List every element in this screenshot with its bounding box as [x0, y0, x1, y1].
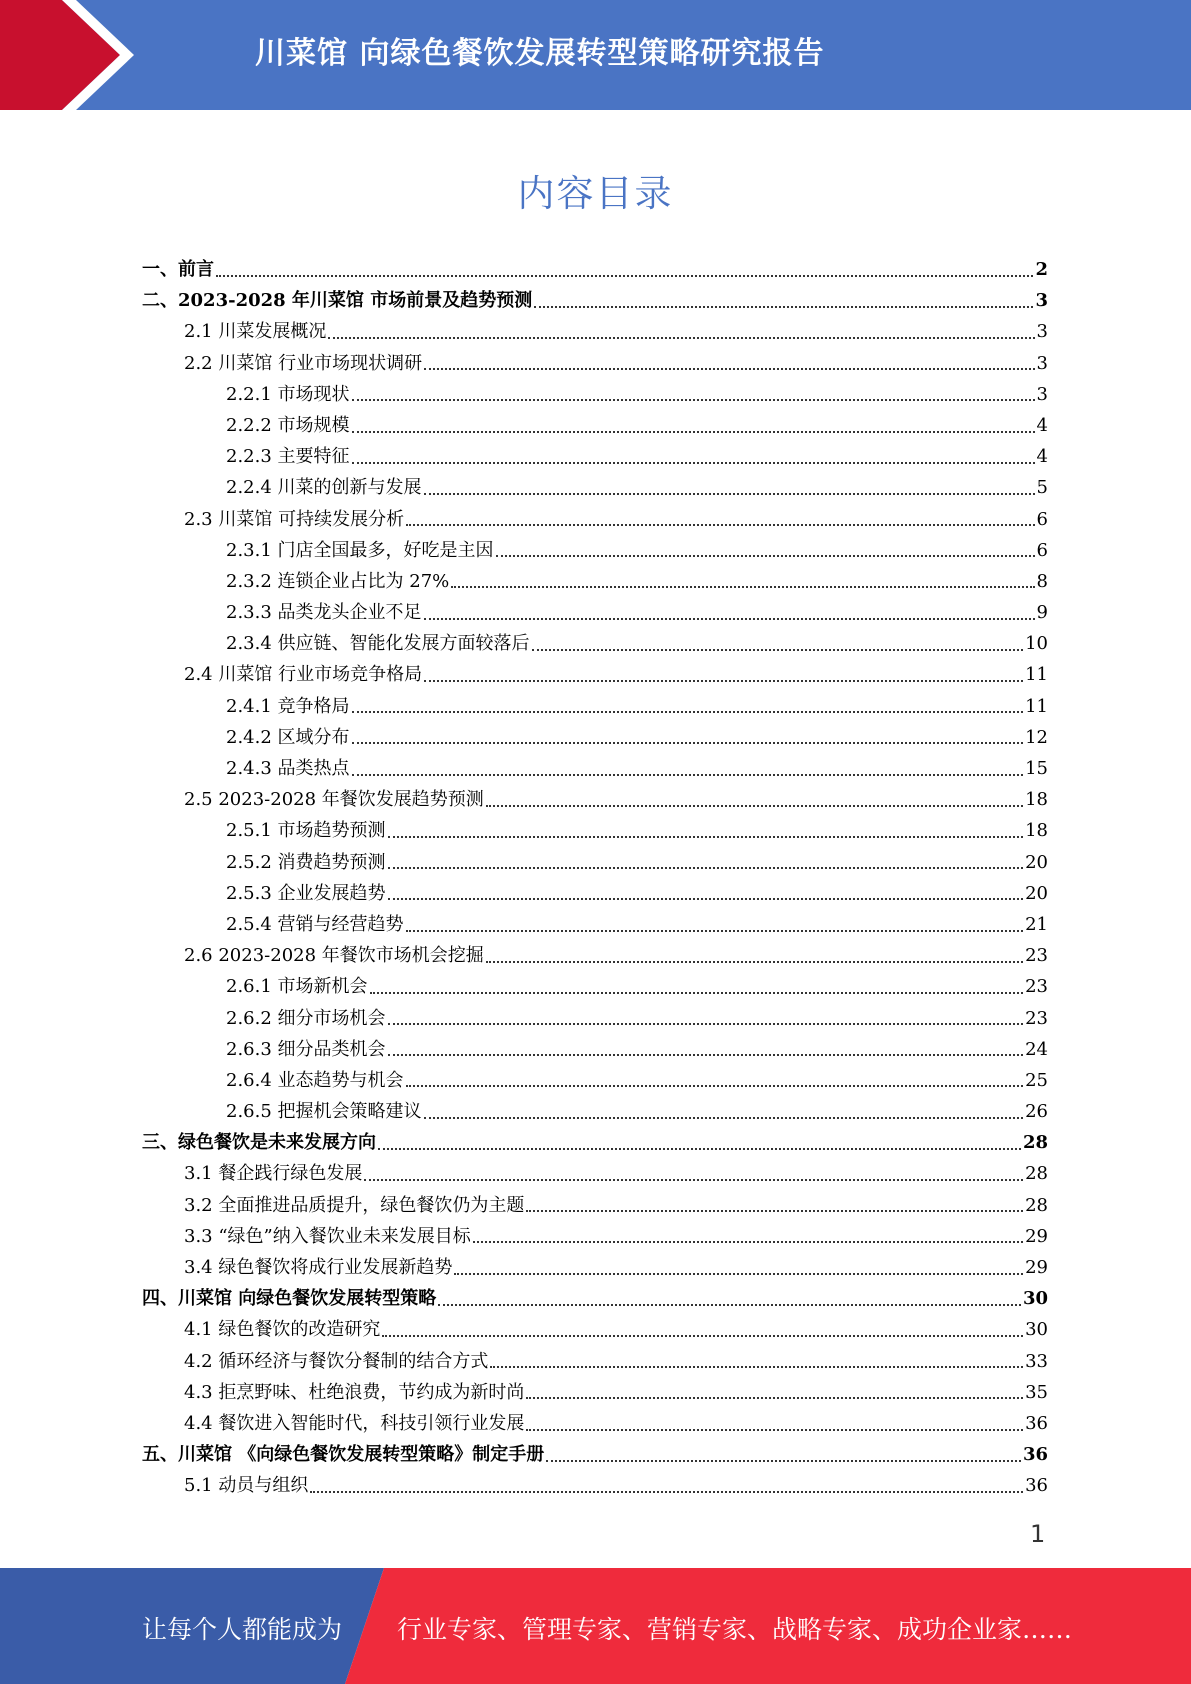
toc-entry-page: 6: [1036, 539, 1048, 561]
toc-dot-leader: [406, 524, 1034, 526]
toc-dot-leader: [388, 1054, 1024, 1056]
toc-entry[interactable]: [142, 909, 1048, 940]
toc-entry-page: 29: [1025, 1257, 1048, 1278]
toc-entry-title: 3.2 全面推进品质提升，绿色餐饮仍为主题: [184, 1194, 525, 1216]
toc-dot-leader: [424, 680, 1023, 682]
toc-entry[interactable]: [142, 379, 1048, 410]
toc-entry-page: 18: [1025, 820, 1048, 842]
toc-entry-page: 23: [1025, 945, 1048, 967]
toc-dot-leader: [451, 586, 1034, 588]
toc-entry[interactable]: [142, 441, 1048, 472]
toc-entry-page: 35: [1025, 1381, 1048, 1403]
toc-entry[interactable]: [142, 535, 1048, 566]
toc-entry-title: 2.3.1 门店全国最多，好吃是主因: [226, 539, 494, 561]
toc-entry-page: 29: [1025, 1225, 1048, 1247]
toc-entry[interactable]: [142, 659, 1048, 690]
toc-entry-title: 2.3.2 连锁企业占比为 27%: [226, 570, 450, 592]
toc-entry-page: 9: [1036, 602, 1048, 624]
toc-dot-leader: [424, 493, 1035, 495]
toc-entry-title: 2.6.5 把握机会策略建议: [226, 1101, 422, 1123]
toc-entry[interactable]: [142, 691, 1048, 722]
toc-entry-page: 20: [1025, 882, 1048, 904]
toc-dot-leader: [364, 1179, 1023, 1181]
footer-slogan-right: 行业专家、管理专家、营销专家、战略专家、成功企业家……: [397, 1615, 1073, 1644]
toc-dot-leader: [424, 618, 1035, 620]
toc-entry-title: 三、绿色餐饮是未来发展方向: [142, 1132, 376, 1154]
toc-dot-leader: [328, 337, 1034, 339]
toc-entry[interactable]: [142, 1314, 1048, 1345]
toc-entry[interactable]: [142, 348, 1048, 379]
toc-entry-page: 5: [1036, 477, 1048, 499]
toc-entry-page: 23: [1025, 976, 1048, 998]
toc-dot-leader: [352, 462, 1035, 464]
red-chevron-icon: [0, 0, 160, 110]
toc-entry-page: 12: [1025, 726, 1048, 748]
toc-entry-title: 2.5.4 营销与经营趋势: [226, 913, 404, 935]
toc-dot-leader: [352, 431, 1035, 433]
toc-dot-leader: [526, 1429, 1023, 1431]
toc-entry[interactable]: [142, 1003, 1048, 1034]
toc-entry[interactable]: [142, 254, 1048, 285]
toc-heading: 内容目录: [517, 172, 674, 215]
toc-entry[interactable]: [142, 1221, 1048, 1252]
toc-entry-page: 15: [1025, 758, 1048, 779]
toc-entry-page: 8: [1036, 570, 1048, 592]
toc-dot-leader: [546, 1460, 1021, 1462]
toc-entry-title: 2.6.4 业态趋势与机会: [226, 1069, 404, 1091]
toc-entry[interactable]: [142, 628, 1048, 659]
toc-entry-page: 4: [1036, 414, 1048, 436]
toc-entry-page: 26: [1025, 1101, 1048, 1123]
toc-entry[interactable]: [142, 316, 1048, 347]
toc-dot-leader: [534, 306, 1033, 308]
toc-entry-page: 25: [1025, 1069, 1048, 1091]
toc-entry-page: 6: [1036, 508, 1048, 530]
toc-entry-page: 24: [1025, 1038, 1048, 1060]
toc-entry[interactable]: [142, 1096, 1048, 1127]
toc-dot-leader: [486, 961, 1023, 963]
toc-dot-leader: [310, 1491, 1023, 1493]
toc-entry-page: 23: [1025, 1007, 1048, 1029]
toc-entry-title: 2.5 2023-2028 年餐饮发展趋势预测: [184, 789, 484, 811]
toc-entry-title: 二、2023-2028 年川菜馆 市场前景及趋势预测: [142, 290, 533, 312]
toc-dot-leader: [438, 1304, 1021, 1306]
toc-entry-title: 2.6.3 细分品类机会: [226, 1038, 386, 1060]
toc-entry-title: 2.4.1 竞争格局: [226, 695, 350, 717]
toc-entry-page: 11: [1025, 664, 1048, 686]
toc-entry-title: 4.4 餐饮进入智能时代，科技引领行业发展: [184, 1412, 525, 1434]
toc-entry-title: 2.1 川菜发展概况: [184, 321, 327, 343]
toc-entry-page: 28: [1022, 1132, 1048, 1154]
toc-entry[interactable]: [142, 1283, 1048, 1314]
toc-entry-title: 2.5.2 消费趋势预测: [226, 851, 386, 873]
page-number: 1: [1030, 1520, 1046, 1548]
toc-dot-leader: [490, 1366, 1023, 1368]
toc-dot-leader: [496, 555, 1035, 557]
toc-entry-title: 一、前言: [142, 259, 214, 280]
toc-entry[interactable]: [142, 1346, 1048, 1377]
toc-entry[interactable]: [142, 1190, 1048, 1221]
toc-entry-page: 4: [1036, 446, 1048, 468]
toc-entry[interactable]: [142, 285, 1048, 316]
toc-entry-title: 2.6.2 细分市场机会: [226, 1007, 386, 1029]
toc-entry-page: 3: [1036, 383, 1048, 405]
toc-dot-leader: [454, 1273, 1023, 1275]
toc-dot-leader: [388, 867, 1024, 869]
toc-entry-page: 3: [1035, 290, 1048, 312]
toc-entry-title: 4.2 循环经济与餐饮分餐制的结合方式: [184, 1350, 489, 1372]
toc-dot-leader: [352, 711, 1024, 713]
toc-entry[interactable]: [142, 1158, 1048, 1189]
toc-dot-leader: [352, 742, 1024, 744]
toc-entry-title: 五、川菜馆 《向绿色餐饮发展转型策略》制定手册: [142, 1444, 545, 1466]
toc-entry-title: 2.5.1 市场趋势预测: [226, 820, 386, 842]
toc-entry-title: 四、川菜馆 向绿色餐饮发展转型策略: [142, 1288, 437, 1310]
toc-entry-page: 3: [1036, 321, 1048, 343]
toc-dot-leader: [388, 836, 1024, 838]
footer-slogan-left: 让每个人都能成为: [142, 1615, 343, 1644]
toc-dot-leader: [526, 1397, 1023, 1399]
toc-entry[interactable]: [142, 1065, 1048, 1096]
toc-entry[interactable]: [142, 940, 1048, 971]
toc-entry[interactable]: [142, 1439, 1048, 1470]
toc-entry[interactable]: [142, 597, 1048, 628]
footer-banner: [0, 1568, 1191, 1684]
toc-entry-page: 11: [1025, 695, 1048, 717]
toc-dot-leader: [370, 992, 1024, 994]
toc-entry[interactable]: [142, 1127, 1048, 1158]
toc-entry-title: 5.1 动员与组织: [184, 1475, 309, 1497]
toc-entry[interactable]: [142, 878, 1048, 909]
toc-entry-page: 30: [1022, 1288, 1048, 1310]
toc-entry-title: 2.2.4 川菜的创新与发展: [226, 477, 422, 499]
toc-entry-page: 18: [1025, 789, 1048, 811]
toc-entry-title: 2.5.3 企业发展趋势: [226, 882, 386, 904]
toc-entry-page: 2: [1035, 259, 1048, 280]
toc-entry-title: 2.4.2 区域分布: [226, 726, 350, 748]
toc-entry[interactable]: [142, 504, 1048, 535]
toc-entry-title: 2.3.3 品类龙头企业不足: [226, 602, 422, 624]
toc-entry-title: 3.4 绿色餐饮将成行业发展新趋势: [184, 1257, 453, 1278]
toc-entry-title: 3.3 “绿色”纳入餐饮业未来发展目标: [184, 1225, 471, 1247]
toc-entry-page: 36: [1022, 1444, 1048, 1466]
toc-dot-leader: [388, 1023, 1024, 1025]
toc-entry[interactable]: [142, 472, 1048, 503]
toc-entry[interactable]: [142, 1034, 1048, 1065]
toc-entry-title: 2.2.2 市场规模: [226, 414, 350, 436]
toc-dot-leader: [216, 275, 1033, 277]
toc-entry-page: 30: [1025, 1319, 1048, 1341]
toc-dot-leader: [486, 805, 1023, 807]
toc-dot-leader: [473, 1241, 1023, 1243]
toc-entry-title: 4.1 绿色餐饮的改造研究: [184, 1319, 381, 1341]
toc-entry[interactable]: [142, 1470, 1048, 1501]
toc-dot-leader: [382, 1335, 1023, 1337]
report-title: 川菜馆 向绿色餐饮发展转型策略研究报告: [255, 36, 825, 71]
table-of-contents: [142, 254, 1048, 1502]
toc-entry-page: 28: [1025, 1194, 1048, 1216]
toc-entry[interactable]: [142, 566, 1048, 597]
toc-entry-title: 2.2 川菜馆 行业市场现状调研: [184, 352, 423, 374]
toc-entry-title: 2.2.1 市场现状: [226, 383, 350, 405]
toc-entry-page: 33: [1025, 1350, 1048, 1372]
toc-dot-leader: [424, 1117, 1024, 1119]
toc-entry-title: 2.4.3 品类热点: [226, 758, 350, 779]
toc-entry[interactable]: [142, 753, 1048, 784]
toc-entry-title: 2.6.1 市场新机会: [226, 976, 368, 998]
header-banner: [0, 0, 1191, 110]
toc-entry-title: 3.1 餐企践行绿色发展: [184, 1163, 363, 1185]
toc-entry[interactable]: [142, 847, 1048, 878]
toc-entry-page: 21: [1025, 913, 1048, 935]
toc-dot-leader: [352, 399, 1035, 401]
toc-entry-page: 20: [1025, 851, 1048, 873]
toc-entry[interactable]: [142, 971, 1048, 1002]
toc-dot-leader: [406, 930, 1024, 932]
toc-entry-page: 36: [1025, 1475, 1048, 1497]
toc-entry[interactable]: [142, 410, 1048, 441]
toc-entry-page: 36: [1025, 1412, 1048, 1434]
toc-entry[interactable]: [142, 1408, 1048, 1439]
toc-entry-page: 3: [1036, 352, 1048, 374]
toc-dot-leader: [378, 1148, 1021, 1150]
toc-entry-title: 2.6 2023-2028 年餐饮市场机会挖掘: [184, 945, 484, 967]
toc-dot-leader: [532, 649, 1024, 651]
toc-entry-page: 10: [1025, 633, 1048, 655]
toc-dot-leader: [424, 368, 1034, 370]
toc-entry-title: 2.2.3 主要特征: [226, 446, 350, 468]
toc-entry-title: 2.4 川菜馆 行业市场竞争格局: [184, 664, 423, 686]
toc-entry[interactable]: [142, 784, 1048, 815]
toc-entry[interactable]: [142, 815, 1048, 846]
toc-entry-page: 28: [1025, 1163, 1048, 1185]
toc-dot-leader: [388, 898, 1024, 900]
toc-entry-title: 2.3.4 供应链、智能化发展方面较落后: [226, 633, 530, 655]
toc-entry[interactable]: [142, 722, 1048, 753]
toc-entry[interactable]: [142, 1377, 1048, 1408]
toc-entry-title: 4.3 拒烹野味、杜绝浪费，节约成为新时尚: [184, 1381, 525, 1403]
toc-dot-leader: [352, 774, 1024, 776]
toc-dot-leader: [406, 1085, 1024, 1087]
toc-entry-title: 2.3 川菜馆 可持续发展分析: [184, 508, 405, 530]
toc-entry[interactable]: [142, 1252, 1048, 1283]
toc-dot-leader: [526, 1210, 1023, 1212]
